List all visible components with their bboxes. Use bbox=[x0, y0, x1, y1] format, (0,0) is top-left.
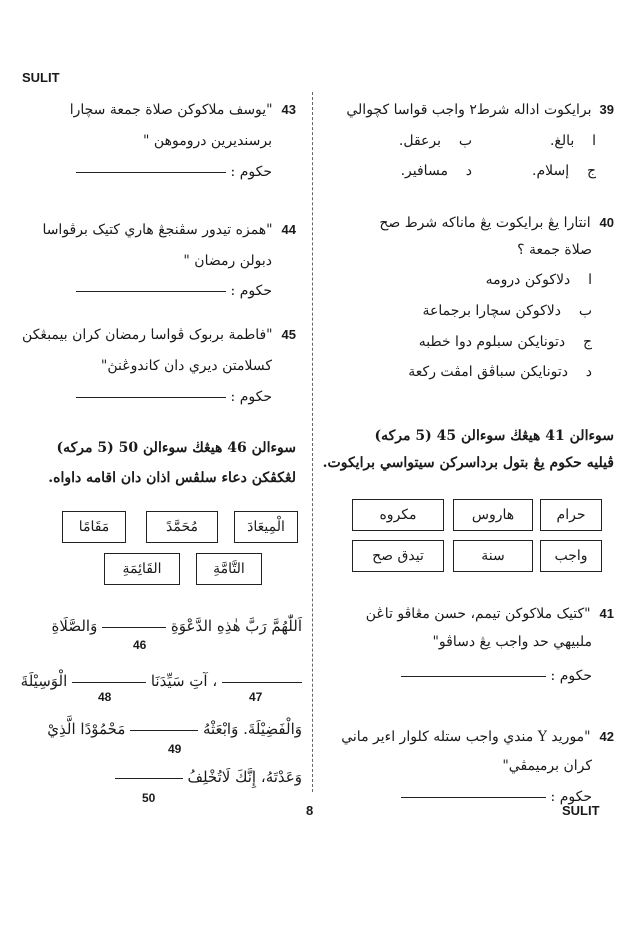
blank-49[interactable] bbox=[130, 729, 198, 731]
question-44-line2: دبولن رمضان " bbox=[183, 253, 272, 269]
question-text-line1: "فاطمة بربوک ڤواسا رمضان كران بيمبڠكن bbox=[22, 327, 273, 343]
doa-line-2: ، آتِ سَيِّدَنَا الْوَسِيْلَةَ bbox=[21, 672, 302, 690]
question-number: 42 bbox=[599, 729, 614, 744]
blank-46[interactable] bbox=[102, 626, 166, 628]
hukum-box-wajib: واجب bbox=[540, 540, 602, 572]
option-d[interactable]: د مسافير. bbox=[400, 163, 472, 179]
word-box-maqaman: مَقَامًا bbox=[62, 511, 126, 543]
hukum-box-haram: حرام bbox=[540, 499, 602, 531]
question-number: 39 bbox=[599, 102, 614, 117]
hukum-answer-42[interactable] bbox=[401, 789, 592, 805]
hukum-box-harus: هاروس bbox=[453, 499, 533, 531]
hukum-label: حکوم : bbox=[230, 164, 272, 180]
question-41 bbox=[366, 606, 614, 622]
hukum-label: حکوم : bbox=[550, 789, 592, 805]
word-box-muhammad: مُحَمَّدً bbox=[146, 511, 218, 543]
question-text: برايكوت اداله شرط٢ واجب قواسا كچوالي bbox=[346, 102, 592, 118]
section-instruction-41-45: ڤيليه حکوم يڠ بتول برداسركن سيتواسي برايكوت. bbox=[322, 455, 614, 471]
question-number: 44 bbox=[281, 222, 296, 237]
doa-line-4: وَعَدْتَهُ، إِنَّكَ لَاتُخْلِفُ bbox=[115, 768, 302, 786]
question-text-line1: "موريد Y مندي واجب ستله كلوار اءير ماني bbox=[341, 729, 591, 745]
answer-blank[interactable] bbox=[76, 290, 226, 292]
question-41-line2: ملبيهي حد واجب يڠ دساڤو" bbox=[432, 634, 592, 650]
blank-48[interactable] bbox=[72, 681, 146, 683]
question-44 bbox=[42, 222, 296, 238]
hukum-answer-41[interactable] bbox=[401, 668, 592, 684]
question-42-line2: كران برميمڤي" bbox=[502, 758, 592, 774]
hukum-answer-44[interactable] bbox=[76, 283, 272, 299]
option-a[interactable]: ا بالغ. bbox=[549, 133, 596, 149]
question-40-line2: صلاة جمعة ؟ bbox=[517, 242, 592, 258]
answer-blank[interactable] bbox=[76, 171, 226, 173]
question-number: 45 bbox=[281, 327, 296, 342]
question-number: 40 bbox=[599, 215, 614, 230]
question-39 bbox=[334, 102, 614, 118]
hukum-box-sunat: سنة bbox=[453, 540, 533, 572]
question-text-line1: "كتيک ملاكوكن تيمم، حسن مڠاڤو تاڠن bbox=[365, 606, 591, 622]
option-b[interactable]: ب برعقل. bbox=[398, 133, 472, 149]
option-b[interactable]: ب دلاكوكن سچارا برجماعة bbox=[422, 303, 592, 319]
option-a[interactable]: ا دلاكوكن درومه bbox=[485, 272, 592, 288]
answer-blank[interactable] bbox=[76, 396, 226, 398]
hukum-box-tidak-sah: تيدق صح bbox=[352, 540, 444, 572]
section-title-46-50: سوءالن 46 هيڠڬ سوءالن 50 (5 مركه) bbox=[56, 440, 296, 456]
blank-47-label: 47 bbox=[249, 690, 263, 704]
answer-blank[interactable] bbox=[401, 796, 546, 798]
column-divider bbox=[312, 92, 313, 792]
question-text-line1: انتارا يڠ برايكوت يڠ ماناكه شرط صح bbox=[379, 215, 591, 231]
question-43 bbox=[70, 102, 296, 118]
hukum-box-makruh: مکروه bbox=[352, 499, 444, 531]
blank-46-label: 46 bbox=[133, 638, 147, 652]
hukum-label: حکوم : bbox=[550, 668, 592, 684]
hukum-answer-43[interactable] bbox=[76, 164, 272, 180]
page-number: 8 bbox=[306, 803, 314, 818]
doa-line-3: وَالْفَضِيْلَةَ. وَابْعَثْهُ مَحْمُوْدًا الَّذِيْ bbox=[47, 720, 302, 738]
section-instruction-46-50: لڠكڤكن دعاء سلڤس اذان دان اقامه داواه. bbox=[48, 470, 296, 486]
hukum-answer-45[interactable] bbox=[76, 389, 272, 405]
blank-48-label: 48 bbox=[98, 690, 112, 704]
header-sulit: SULIT bbox=[22, 70, 60, 85]
answer-blank[interactable] bbox=[401, 675, 546, 677]
question-45 bbox=[22, 327, 296, 343]
question-43-line2: برسنديرين دروموهن " bbox=[143, 133, 272, 149]
question-40 bbox=[379, 215, 614, 231]
question-number: 43 bbox=[281, 102, 296, 117]
option-c[interactable]: ج إسلام. bbox=[532, 163, 596, 179]
question-42 bbox=[341, 729, 614, 745]
hukum-label: حکوم : bbox=[230, 389, 272, 405]
question-text-line1: "يوسف ملاكوكن صلاة جمعة سچارا bbox=[69, 102, 273, 118]
word-box-at-tammah: التَّامَّةِ bbox=[196, 553, 262, 585]
blank-47[interactable] bbox=[222, 681, 302, 683]
doa-line-1: اَللّٰهُمَّ رَبَّ هٰذِهِ الدَّعْوَةِ وَالصَّلَاةِ bbox=[51, 617, 302, 635]
blank-50[interactable] bbox=[115, 777, 183, 779]
hukum-label: حکوم : bbox=[230, 283, 272, 299]
word-box-al-miad: الْمِيعَادَ bbox=[234, 511, 298, 543]
question-text-line1: "همزه تيدور سڤنجڠ هاري كتيک برڤواسا bbox=[42, 222, 273, 238]
option-c[interactable]: ج دتونايكن سبلوم دوا خطبه bbox=[418, 334, 592, 350]
question-45-line2: كسلامتن ديري دان كاندوڠنڽ" bbox=[100, 358, 272, 374]
option-d[interactable]: د دتونايكن سباڤق امڤت ركعة bbox=[408, 364, 592, 380]
word-box-al-qaimah: القَائِمَةِ bbox=[104, 553, 180, 585]
question-number: 41 bbox=[599, 606, 614, 621]
blank-49-label: 49 bbox=[168, 742, 182, 756]
footer-sulit: SULIT bbox=[562, 803, 600, 818]
blank-50-label: 50 bbox=[142, 791, 156, 805]
section-title-41-45: سوءالن 41 هيڠڬ سوءالن 45 (5 مركه) bbox=[374, 428, 614, 444]
